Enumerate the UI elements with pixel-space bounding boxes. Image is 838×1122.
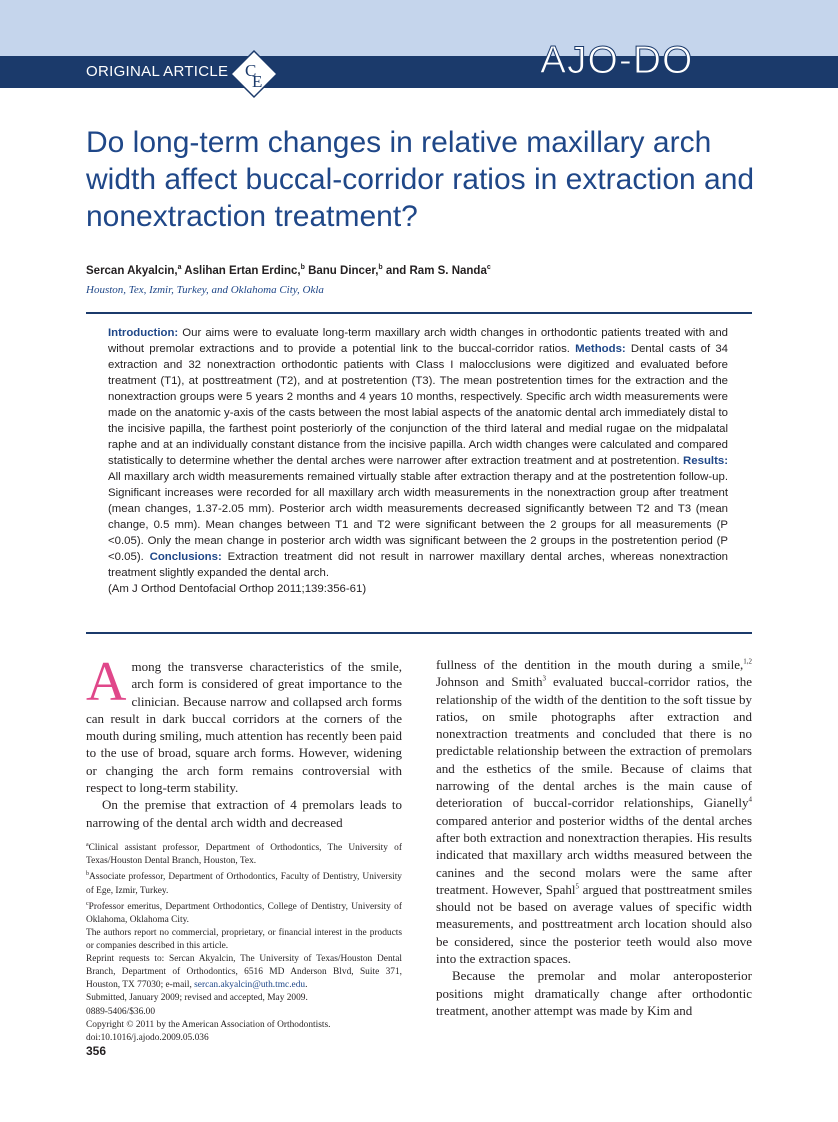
abstract-intro-heading: Introduction: <box>108 327 179 339</box>
footnote-a: $^a$Clinical assistant professor, Department of Orthodontics, The University of Texas/Houston Dental Branch, Houston, Tex. <box>86 842 402 867</box>
footnote-copyright: Copyright © 2011 by the American Association of Orthodontists. <box>86 1019 331 1030</box>
body-left-column <box>86 651 402 831</box>
page-number: 356 <box>86 1044 107 1058</box>
author-name: Banu Dincer, <box>304 265 379 277</box>
footnote-conflict: The authors report no commercial, proprietary, or financial interest in the products or companies described in this article. <box>86 927 402 952</box>
abstract-conclusions-heading: Conclusions: <box>149 551 222 563</box>
ce-logo-c: C <box>245 61 257 80</box>
abstract-conclusions-text: Extraction treatment did not result in narrower maxillary dental arches, whereas nonextraction treatment slightly expanded the dental arch. <box>108 551 729 579</box>
author-list <box>86 265 491 277</box>
abstract-results-heading: Results: <box>683 455 728 467</box>
footnote-issn: 0889-5406/$36.00 <box>86 1006 156 1017</box>
author-affil-mark: c <box>486 264 491 272</box>
footnote-c: $^c$Professor emeritus, Department Orthodontics, College of Dentistry, University of Oklahoma, Oklahoma City. <box>86 900 402 925</box>
header-band-light <box>0 0 838 56</box>
author-affil-mark: a <box>177 264 182 272</box>
author-affil-mark: b <box>378 264 383 272</box>
abstract <box>108 325 728 597</box>
footnote-reprint: Reprint requests to: Sercan Akyalcin, The University of Texas/Houston Dental Branch, Department of Orthodontics, 6516 MD Anderson Blvd, Suite 371, Houston, TX 77030; e-mail, sercan.akyalcin@uth.tmc.edu. <box>86 954 402 991</box>
footnote-submitted: Submitted, January 2009; revised and accepted, May 2009. <box>86 993 308 1004</box>
email-link[interactable]: sercan.akyalcin@uth.tmc.edu <box>194 980 306 991</box>
body-paragraph-4: Because the premolar and molar anteroposterior positions might dramatically change after orthodontic treatment, another attempt was made by Kim and <box>436 968 752 1018</box>
footnote-b: $^b$Associate professor, Department of Orthodontics, Faculty of Dentistry, University of Ege, Izmir, Turkey. <box>86 871 402 896</box>
footnote-doi: doi:10.1016/j.ajodo.2009.05.036 <box>86 1032 209 1043</box>
body-paragraph-1: Among the transverse characteristics of the smile, arch form is considered of great importance to the clinician. Because narrow and collapsed arch forms can result in dark buccal corridors at the corners of the mouth during smiling, much attention has recently been paid to the use of broad, square arch forms. However, widening or changing the arch form remains controversial with respect to long-term stability. <box>86 651 402 796</box>
body-paragraph-2: On the premise that extraction of 4 premolars leads to narrowing of the dental arch width and decreased <box>86 797 402 830</box>
body-right-column <box>436 656 752 1019</box>
ce-logo-e: E <box>252 72 263 91</box>
author-name: Sercan Akyalcin, <box>86 265 178 277</box>
body-paragraph-3: fullness of the dentition in the mouth during a smile,$^{1,2}$ Johnson and Smith$^3$ evaluated buccal-corridor ratios, the relationship of the width of the dentition to the soft tissue by ratios, on smile photographs after extraction and nonextraction treatments and concluded that there is no predictable relationship between the extraction of premolars and the esthetics of the smile. Because of claims that narrowing of the dental arches is the main cause of deterioration of buccal-corridor relationships, Gianelly$^4$ compared anterior and posterior widths of the dental arches after both extraction and nonextraction therapies. His results indicated that maxillary arch widths measured between the canines and the second molars were the same after treatment. However, Spahl$^5$ argued that posttreatment smiles should not be based on average values of specific width measurements, and posttreatment arch location should also be considered, since the posterior teeth would also move into the extraction spaces. <box>436 657 752 967</box>
journal-logo: AJO-DO <box>540 39 694 82</box>
drop-cap: A <box>86 651 127 713</box>
abstract-citation: (Am J Orthod Dentofacial Orthop 2011;139:356-61) <box>108 583 367 595</box>
author-affil-mark: b <box>300 264 305 272</box>
abstract-intro-text: Our aims were to evaluate long-term maxillary arch width changes in orthodontic patients treated with and without premolar extractions and to provide a potential link to the buccal-corridor ratios. <box>108 327 728 355</box>
abstract-top-rule <box>86 312 752 314</box>
abstract-methods-heading: Methods: <box>575 343 626 355</box>
author-name: Aslihan Ertan Erdinc, <box>181 265 301 277</box>
abstract-results-text: All maxillary arch width measurements remained virtually stable after extraction therapy and at the postretention follow-up. Significant increases were recorded for all maxillary arch width measurements in the nonextraction group after treatment (mean changes, 1.37-2.05 mm). Posterior arch width measurements decreased significantly between T2 and T3 (mean change, 0.5 mm). Mean changes between T1 and T2 were significant between the 2 groups for all measurements (P <0.05). Only the mean change in posterior arch width was significant between the 2 groups in the postretention period (P <0.05). <box>108 471 728 563</box>
article-title: Do long-term changes in relative maxillary arch width affect buccal-corridor ratios in extraction and nonextraction treatment? <box>86 126 755 233</box>
author-name: and Ram S. Nanda <box>382 265 487 277</box>
footnotes <box>86 839 402 1045</box>
abstract-methods-text: Dental casts of 34 extraction and 32 nonextraction orthodontic patients with Class I malocclusions were digitized and evaluated before treatment (T1), at posttreatment (T2), and at postretention (T3). The mean postretention times for the extraction and the nonextraction groups were 5 years 2 months and 4 years 10 months, respectively. Specific arch width measurements were made on the anatomic y-axis of the casts between the most labial aspects of the anatomic dental arch immediately distal to the incisive papilla, the farthest point posteriorly of the conjunction of the third lateral and medial rugae on the midpalatal raphe and at an individually constant distance from the incisive papilla. Arch width changes were calculated and compared statistically to determine whether the dental arches were narrower after extraction treatment and at postretention. <box>108 343 728 467</box>
abstract-bottom-rule <box>86 632 752 634</box>
author-affiliation: Houston, Tex, Izmir, Turkey, and Oklahoma City, Okla <box>86 284 324 296</box>
ce-logo <box>229 49 279 99</box>
section-label: ORIGINAL ARTICLE <box>86 63 229 80</box>
